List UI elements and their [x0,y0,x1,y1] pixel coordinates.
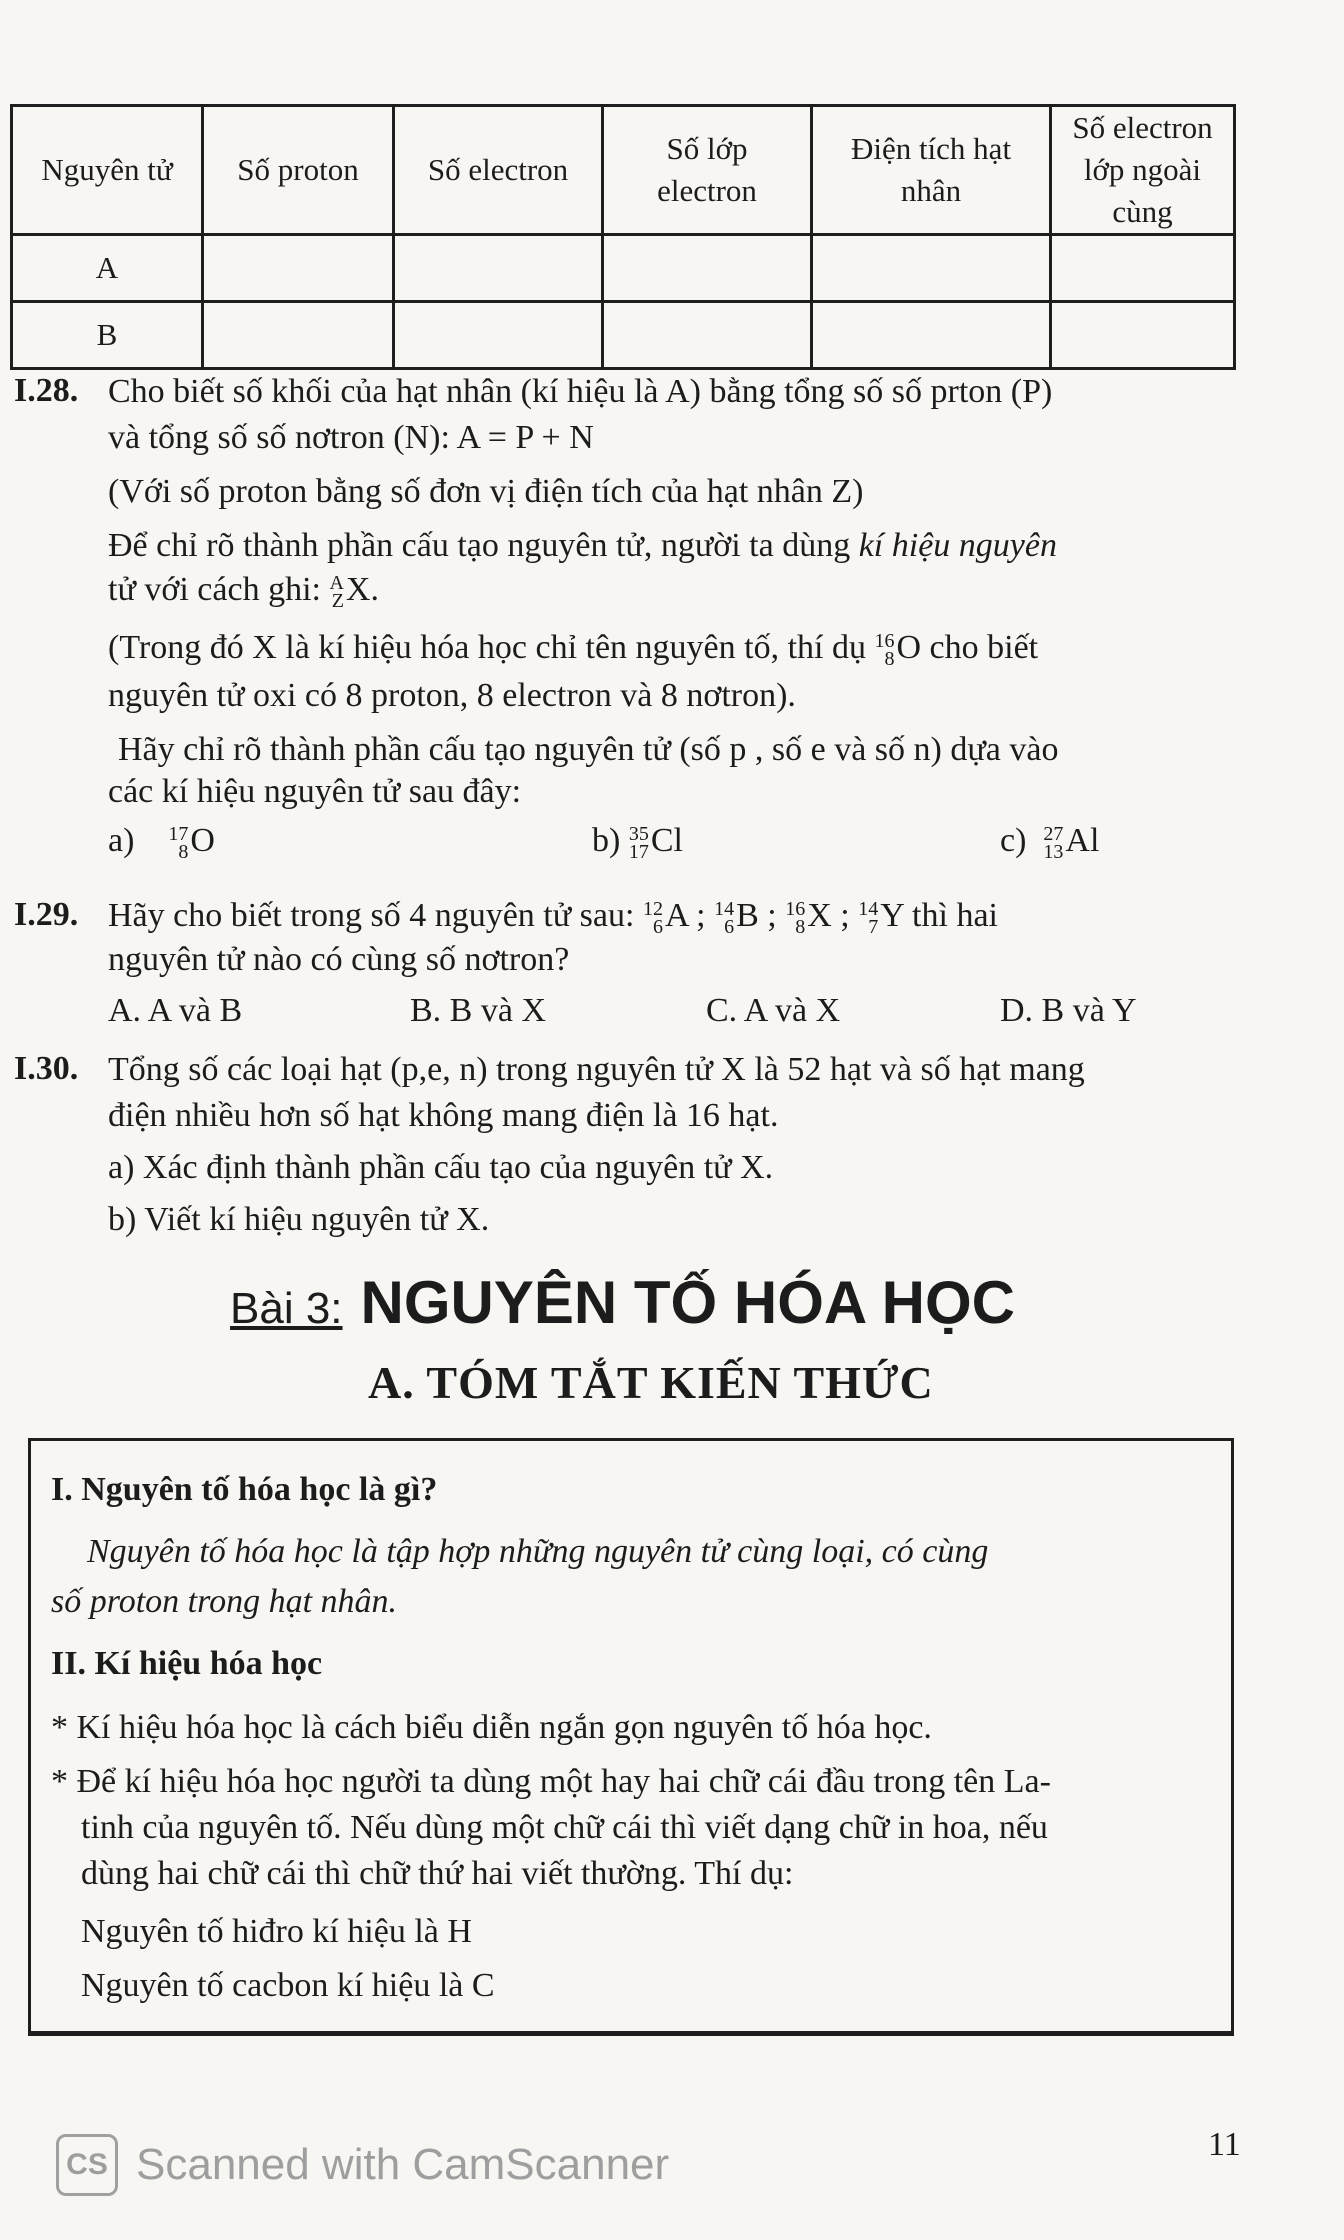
atomic-number: 6 [724,916,735,939]
table-header-cell: Số proton [203,106,394,235]
element-symbol: Al [1065,822,1100,859]
q128-line: nguyên tử oxi có 8 proton, 8 electron và 8 nơtron). [108,677,796,714]
table-header-cell: Điện tích hạt nhân [812,106,1051,235]
element-symbol: X [345,571,371,608]
table-header-cell: Số lớp electron [603,106,812,235]
lesson-heading [230,1268,1015,1337]
table-cell [812,234,1051,301]
mass-number: 35 [628,823,649,846]
q128-item [592,822,683,864]
table-cell [603,234,812,301]
question-number: I.28. [14,372,79,409]
scanner-watermark [56,2134,1056,2204]
q130-part-b: b) Viết kí hiệu nguyên tử X. [108,1201,490,1238]
bullet-line: tinh của nguyên tố. Nếu dùng một chữ cái thì viết dạng chữ in hoa, nếu [81,1809,1048,1846]
atom-indices [642,898,663,939]
q128-text: (Trong đó X là kí hiệu hóa học chỉ tên nguyên tố, thí dụ [108,629,875,666]
answer-option: D. B và Y [1000,992,1137,1029]
table-cell: A [12,234,203,301]
q128-item [108,822,215,864]
mass-number: 14 [714,898,735,921]
q129-text: thì hai [903,897,998,934]
item-label: c) [1000,822,1027,859]
q130-part-a: a) Xác định thành phần cấu tạo của nguyên tử X. [108,1149,774,1186]
item-indices [628,823,649,864]
q129-line: Hãy cho biết trong số 4 nguyên tử sau: 12 6 A ; 14 6 B ; 16 8 X ; 14 7 Y thì hai [108,897,998,939]
table-cell [394,301,603,368]
q128-line [108,570,379,611]
mass-number: 16 [785,898,806,921]
table-header-row [12,106,1235,235]
notation-indices [329,572,344,613]
q128-line: và tổng số số nơtron (N): A = P + N [108,419,594,456]
period: . [370,571,379,608]
definition-line: số proton trong hạt nhân. [51,1583,398,1620]
q128-item [1000,822,1100,864]
mass-number: 14 [858,898,879,921]
item-indices [168,823,189,864]
bullet-line: * Kí hiệu hóa học là cách biểu diễn ngắn gọn nguyên tố hóa học. [51,1709,932,1746]
table-cell [603,301,812,368]
summary-box [28,1438,1234,2036]
q128-text: Để chỉ rõ thành phần cấu tạo nguyên tử, người ta dùng [108,527,859,564]
q128-emphasis: kí hiệu nguyên [858,527,1057,564]
atom-structure-table [10,104,1236,370]
mass-number: 27 [1043,823,1064,846]
table-header-cell: Số electron [394,106,603,235]
table-cell [1051,234,1235,301]
table-row [12,234,1235,301]
bullet-line: * Để kí hiệu hóa học người ta dùng một hay hai chữ cái đầu trong tên La- [51,1763,1051,1800]
table-cell: B [12,301,203,368]
answer-option: C. A và X [706,992,841,1029]
mass-number: A [329,572,344,595]
q128-text: tử với cách ghi: [108,571,330,608]
watermark-text: Scanned with CamScanner [136,2140,670,2189]
table-cell [203,234,394,301]
q128-line: Hãy chỉ rõ thành phần cấu tạo nguyên tử (số p , số e và số n) dựa vào [118,731,1059,768]
section-subtitle: A. TÓM TẮT KIẾN THỨC [368,1357,934,1408]
atomic-number: 13 [1043,841,1064,864]
example-indices [874,630,895,671]
q128-line: các kí hiệu nguyên tử sau đây: [108,773,522,810]
example-line: Nguyên tố hiđro kí hiệu là H [81,1913,472,1950]
atomic-number: Z [331,590,344,613]
q128-line [108,526,1057,567]
atom-indices [714,898,735,939]
definition-line: Nguyên tố hóa học là tập hợp những nguyên tử cùng loại, có cùng [87,1533,989,1570]
q130-line: Tổng số các loại hạt (p,e, n) trong nguyên tử X là 52 hạt và số hạt mang [108,1051,1085,1088]
q129-line: nguyên tử nào có cùng số nơtron? [108,941,570,978]
q128-text: cho biết [921,629,1039,666]
table-cell [203,301,394,368]
mass-number: 16 [874,630,895,653]
element-symbol: X [807,897,832,934]
item-label: b) [592,822,621,859]
table-cell [394,234,603,301]
box-heading: II. Kí hiệu hóa học [51,1645,323,1682]
q128-line [108,628,1038,669]
atomic-number: 8 [795,916,806,939]
q128-line: (Với số proton bằng số đơn vị điện tích của hạt nhân Z) [108,473,864,510]
q130-line: điện nhiều hơn số hạt không mang điện là 16 hạt. [108,1097,779,1134]
lesson-title: NGUYÊN TỐ HÓA HỌC [360,1269,1015,1336]
bullet-line: dùng hai chữ cái thì chữ thứ hai viết thường. Thí dụ: [81,1855,794,1892]
element-symbol: O [896,629,922,666]
table-row [12,301,1235,368]
atom-indices [785,898,806,939]
element-symbol: B [736,897,759,934]
question-number: I.30. [14,1050,79,1087]
box-heading: I. Nguyên tố hóa học là gì? [51,1471,438,1508]
atomic-number: 6 [652,916,663,939]
answer-option: B. B và X [410,992,546,1029]
example-line: Nguyên tố cacbon kí hiệu là C [81,1967,495,2004]
q129-text: Hãy cho biết trong số 4 nguyên tử sau: [108,897,643,934]
mass-number: 17 [168,823,189,846]
atomic-number: 17 [628,841,649,864]
table-cell [812,301,1051,368]
element-symbol: Y [880,897,904,934]
page-number: 11 [1208,2126,1241,2163]
item-indices [1043,823,1064,864]
lesson-label: Bài 3: [230,1284,343,1333]
element-symbol: O [190,822,215,859]
element-symbol: Cl [650,822,683,859]
item-label: a) [108,822,135,859]
element-symbol: A [664,897,688,934]
table-cell [1051,301,1235,368]
question-number: I.29. [14,896,79,933]
atomic-number: 7 [868,916,879,939]
atom-indices [858,898,879,939]
answer-option: A. A và B [108,992,243,1029]
atomic-number: 8 [884,648,895,671]
table-header-cell: Số electron lớp ngoài cùng [1051,106,1235,235]
camscanner-logo-icon: CS [56,2134,118,2196]
atomic-number: 8 [178,841,189,864]
table-header-cell: Nguyên tử [12,106,203,235]
mass-number: 12 [642,898,663,921]
q128-line: Cho biết số khối của hạt nhân (kí hiệu là A) bằng tổng số số prton (P) [108,373,1053,410]
